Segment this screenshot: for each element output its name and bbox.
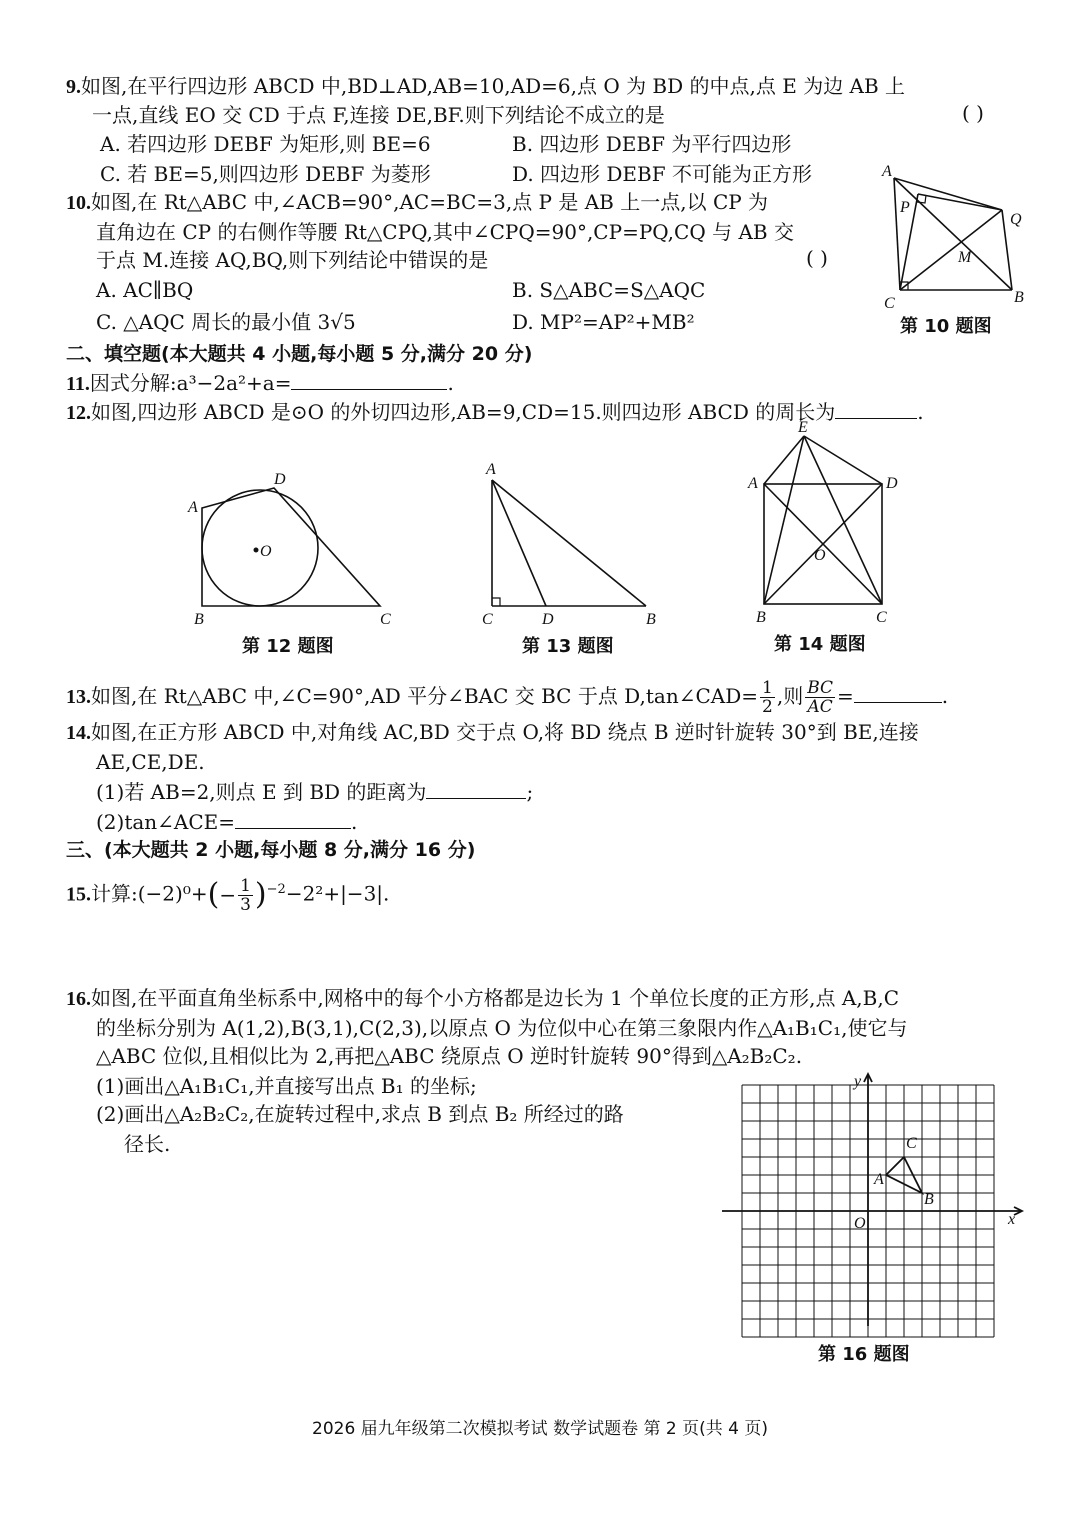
q14-number: 14. (66, 722, 91, 744)
q16-part2b: 径长. (124, 1132, 171, 1156)
label-p: P (900, 199, 910, 216)
q16-number: 16. (66, 988, 91, 1010)
q12-number: 12. (66, 402, 91, 424)
q15: 15.计算:(−2)⁰+(− $\frac{1}{3}$ )$^{-2}$−2²+|−3|. (66, 875, 390, 915)
q10-line3: 于点 M.连接 AQ,BQ,则下列结论中错误的是 (96, 248, 489, 272)
section-2-heading: 二、填空题(本大题共 4 小题,每小题 5 分,满分 20 分) (66, 343, 533, 365)
q11: 11.因式分解:a³−2a²+a= . (66, 371, 454, 395)
q13: 13.如图,在 Rt△ABC 中,∠C=90°,AD 平分∠BAC 交 BC 于点 D,tan∠CAD= $\frac{1}{2}$ ,则 $\frac{BC}{AC}$ = . (66, 678, 949, 717)
q10-number: 10. (66, 192, 91, 214)
segment-ac (894, 178, 900, 290)
q16-part1: (1)画出△A₁B₁C₁,并直接写出点 B₁ 的坐标; (96, 1074, 477, 1098)
q12-answer-blank[interactable] (835, 398, 917, 419)
center-dot (254, 548, 259, 553)
label-c: C (380, 611, 391, 628)
label-b: B (194, 611, 204, 628)
q9-line1: 9.如图,在平行四边形 ABCD 中,BD⊥AD,AB=10,AD=6,点 O 为 BD 的中点,点 E 为边 AB 上 (66, 74, 906, 98)
q9-option-b: B. 四边形 DEBF 为平行四边形 (512, 132, 792, 156)
label-o: O (854, 1215, 866, 1232)
label-a: A (486, 461, 496, 478)
q15-number: 15. (66, 883, 91, 906)
segment-ab (492, 480, 646, 606)
label-a: A (882, 163, 892, 180)
q13-answer-blank[interactable] (854, 682, 942, 703)
figure-13-caption: 第 13 题图 (522, 636, 614, 657)
label-c: C (482, 611, 493, 628)
q9-option-d: D. 四边形 DEBF 不可能为正方形 (512, 162, 812, 186)
q13-fraction-ratio: $\frac{BC}{AC}$ (807, 678, 834, 717)
label-e: E (798, 419, 808, 436)
label-a: A (748, 475, 758, 492)
label-b: B (756, 609, 766, 626)
page-footer: 2026 届九年级第二次模拟考试 数学试题卷 第 2 页(共 4 页) (312, 1419, 768, 1439)
q9-option-c: C. 若 BE=5,则四边形 DEBF 为菱形 (100, 162, 431, 186)
q13-fraction-half: $\frac{1}{2}$ (762, 678, 773, 717)
q11-number: 11. (66, 373, 90, 395)
q9-answer-paren[interactable]: ( ) (962, 101, 984, 125)
label-q: Q (1010, 211, 1022, 228)
label-c: C (876, 609, 887, 626)
q10-option-d: D. MP²=AP²+MB² (512, 310, 695, 334)
q15-fraction: $\frac{1}{3}$ (240, 875, 251, 915)
q10-figure (878, 160, 1038, 310)
q11-answer-blank[interactable] (291, 369, 447, 390)
label-d: D (542, 611, 554, 628)
figure-14 (742, 420, 912, 626)
q10-line2: 直角边在 CP 的右侧作等腰 Rt△CPQ,其中∠CPQ=90°,CP=PQ,CQ 与 AB 交 (96, 220, 794, 244)
q9-number: 9. (66, 76, 81, 98)
q12: 12.如图,四边形 ABCD 是⊙O 的外切四边形,AB=9,CD=15.则四边形 ABCD 的周长为 . (66, 400, 924, 424)
label-a: A (188, 499, 198, 516)
figure-12-caption: 第 12 题图 (242, 636, 334, 657)
q9-line2: 一点,直线 EO 交 CD 于点 F,连接 DE,BF.则下列结论不成立的是 (92, 103, 665, 127)
q13-number: 13. (66, 686, 91, 708)
q10-caption: 第 10 题图 (900, 316, 992, 337)
q14-part2-blank[interactable] (235, 808, 351, 829)
label-a: A (874, 1171, 884, 1188)
q16-line2: 的坐标分别为 A(1,2),B(3,1),C(2,3),以原点 O 为位似中心在第三象限内作△A₁B₁C₁,使它与 (96, 1016, 908, 1040)
quadrilateral-abcd (202, 488, 380, 606)
figure-16-caption: 第 16 题图 (818, 1344, 910, 1365)
label-y: y (854, 1073, 862, 1090)
q14-line2: AE,CE,DE. (96, 750, 205, 774)
q14-line1: 14.如图,在正方形 ABCD 中,对角线 AC,BD 交于点 O,将 BD 绕点 B 逆时针旋转 30°到 BE,连接 (66, 720, 919, 744)
q14-part2: (2)tan∠ACE= . (96, 810, 358, 834)
label-o: O (260, 543, 272, 560)
label-c: C (884, 295, 895, 312)
figure-14-caption: 第 14 题图 (774, 634, 866, 655)
label-b: B (924, 1191, 934, 1208)
figure-13 (470, 456, 670, 632)
segment-ad (492, 480, 546, 606)
q10-answer-paren[interactable]: ( ) (806, 246, 828, 270)
label-m: M (958, 249, 972, 266)
label-b: B (646, 611, 656, 628)
segment-pq (918, 194, 1002, 210)
q14-part1-blank[interactable] (426, 778, 526, 799)
label-d: D (886, 475, 898, 492)
label-d: D (274, 471, 286, 488)
q14-part1: (1)若 AB=2,则点 E 到 BD 的距离为 ; (96, 780, 534, 804)
label-x: x (1008, 1211, 1016, 1228)
q10-option-b: B. S△ABC=S△AQC (512, 278, 706, 302)
figure-16-grid (720, 1070, 1030, 1330)
section-3-heading: 三、(本大题共 2 小题,每小题 8 分,满分 16 分) (66, 839, 476, 861)
label-o: O (814, 547, 826, 564)
segment-ce (804, 436, 882, 604)
label-b: B (1014, 289, 1024, 306)
figure-12 (180, 462, 400, 632)
q10-option-a: A. AC∥BQ (96, 278, 194, 302)
q10-line1: 10.如图,在 Rt△ABC 中,∠ACB=90°,AC=BC=3,点 P 是 AB 上一点,以 CP 为 (66, 190, 769, 214)
q10-option-c: C. △AQC 周长的最小值 3√5 (96, 310, 356, 334)
q16-part2a: (2)画出△A₂B₂C₂,在旋转过程中,求点 B 到点 B₂ 所经过的路 (96, 1102, 624, 1126)
q16-line1: 16.如图,在平面直角坐标系中,网格中的每个小方格都是边长为 1 个单位长度的正方形,点 A,B,C (66, 986, 900, 1010)
segment-cq (900, 210, 1002, 290)
label-c: C (906, 1135, 917, 1152)
q9-option-a: A. 若四边形 DEBF 为矩形,则 BE=6 (100, 132, 431, 156)
q16-line3: △ABC 位似,且相似比为 2,再把△ABC 绕原点 O 逆时针旋转 90°得到△A₂B₂C₂. (96, 1044, 803, 1068)
